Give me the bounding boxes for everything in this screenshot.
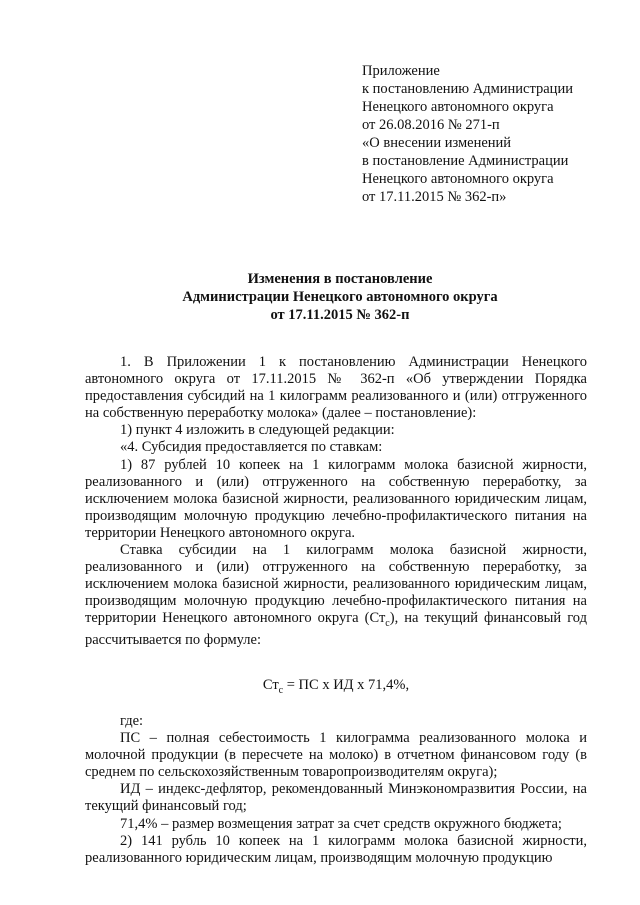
paragraph: ИД – индекс-дефлятор, рекомендованный Минэкономразвития России, на текущий финансовый год; [85, 781, 587, 815]
appendix-line: «О внесении изменений [362, 135, 512, 151]
title-line: Администрации Ненецкого автономного округа [182, 289, 498, 305]
paragraph: 1) 87 рублей 10 копеек на 1 килограмм молока базисной жирности, реализованного и (или) отгруженного на собственную переработку, за исключением молока базисной жирности, реализованного юридическим лицам, производящим молочную продукцию лечебно-профилактического питания на территории Ненецкого автономного округа. [85, 456, 587, 541]
formula-lhs: Ст [262, 677, 279, 693]
subscript: с [278, 684, 284, 696]
paragraph-text: Ставка субсидии на 1 килограмм молока базисной жирности, реализованного и (или) отгруженного на собственную переработку, за исключением молока базисной жирности, реализованного юридическим лицам, производящим молочную продукцию лечебно-профилактического питания на территории Ненецкого автономного округа (Ст [85, 542, 587, 627]
title-line: от 17.11.2015 № 362-п [270, 307, 410, 323]
formula [85, 677, 587, 696]
paragraph: где: [120, 713, 144, 729]
appendix-line: Приложение [362, 63, 440, 79]
appendix-block [362, 62, 632, 206]
document-body [85, 354, 587, 649]
document-title [40, 270, 640, 324]
paragraph: 1) пункт 4 изложить в следующей редакции: [120, 422, 395, 439]
document-body-continued [85, 713, 587, 867]
paragraph: 1. В Приложении 1 к постановлению Администрации Ненецкого автономного округа от 17.11.2015 № 362-п «Об утверждении Порядка предоставления субсидий на 1 килограмм реализованного и (или) отгруженного на собственную переработку молока» (далее – постановление): [85, 354, 587, 422]
paragraph: ПС – полная себестоимость 1 килограмма реализованного молока и молочной продукции (в пересчете на молоко) в отчетном финансовом году (в среднем по сельскохозяйственным товаропроизводителям округа); [85, 730, 587, 781]
paragraph: 2) 141 рубль 10 копеек на 1 килограмм молока базисной жирности, реализованного юридическим лицам, производящим молочную продукцию [85, 832, 587, 866]
appendix-line: от 17.11.2015 № 362-п» [362, 189, 507, 205]
appendix-line: к постановлению Администрации [362, 81, 573, 97]
subscript: с [385, 618, 390, 630]
paragraph: 71,4% – размер возмещения затрат за счет средств окружного бюджета; [120, 815, 562, 832]
appendix-line: от 26.08.2016 № 271-п [362, 117, 500, 133]
title-line: Изменения в постановление [247, 271, 433, 287]
appendix-line: Ненецкого автономного округа [362, 99, 554, 115]
appendix-line: в постановление Администрации [362, 153, 569, 169]
appendix-line: Ненецкого автономного округа [362, 171, 554, 187]
paragraph-text: ), на текущий финансовый год рассчитывается по формуле: [85, 610, 587, 649]
paragraph: «4. Субсидия предоставляется по ставкам: [120, 439, 383, 456]
paragraph-rate [85, 542, 587, 649]
formula-rhs: = ПС х ИД х 71,4%, [283, 677, 410, 693]
